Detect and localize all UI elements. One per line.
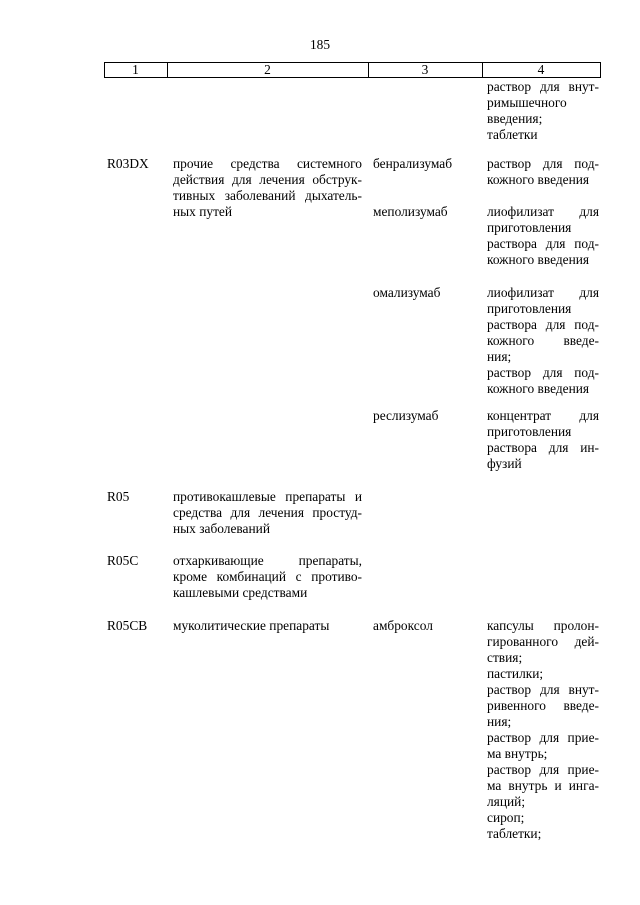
dosage-form-cell: лиофилизат для приготовления раствора для под- кожного введения <box>487 204 599 267</box>
atc-code: R03DX <box>107 156 149 171</box>
group-name: муколитические препараты <box>173 618 330 633</box>
dosage-form-cell: лиофилизат для приготовления раствора для под- кожного введе- ния; раствор для под- кожного введения <box>487 285 599 396</box>
group-name: противокашлевые препараты и средства для лечения простуд- ных заболеваний <box>173 489 362 536</box>
table-header-bottom-rule <box>104 77 601 78</box>
drug-name: бенрализумаб <box>373 156 453 171</box>
column-number-2: 2 <box>264 62 271 77</box>
drug-name: амброксол <box>373 618 433 633</box>
dosage-form-cell: капсулы пролон- гированного дей- ствия; пастилки; раствор для внут- ривенного введе- ния; раствор для прие- ма внутрь; раствор для прие- ма внутрь и инга- ляций; сироп; таблетки; <box>487 618 599 841</box>
dosage-form-cell: концентрат для приготовления раствора для ин- фузий <box>487 408 599 471</box>
dosage-form-cell: раствор для внут- римышечного введения; таблетки <box>487 79 599 142</box>
drug-name: омализумаб <box>373 285 441 300</box>
atc-code: R05 <box>107 489 130 504</box>
dosage-form-cell: раствор для под- кожного введения <box>487 156 599 187</box>
atc-code: R05C <box>107 553 139 568</box>
group-name: отхаркивающие препараты, кроме комбинаций с противо- кашлевыми средствами <box>173 553 362 600</box>
group-name: прочие средства системного действия для лечения обструк- тивных заболеваний дыхатель- ных путей <box>173 156 362 219</box>
column-divider <box>600 63 601 77</box>
column-number-3: 3 <box>421 62 429 77</box>
atc-code: R05CB <box>107 618 148 633</box>
drug-name: меполизумаб <box>373 204 448 219</box>
page-number: 185 <box>309 37 331 52</box>
drug-name: реслизумаб <box>373 408 439 423</box>
column-number-4: 4 <box>537 62 545 77</box>
column-number-1: 1 <box>132 62 139 77</box>
